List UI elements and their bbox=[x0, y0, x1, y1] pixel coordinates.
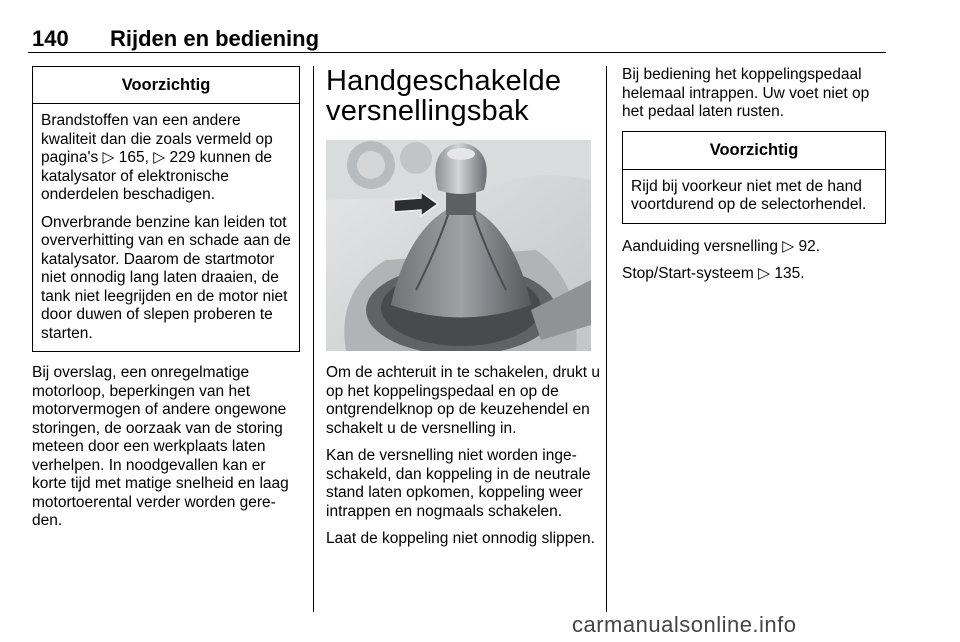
caution-box-fuel bbox=[32, 66, 300, 352]
chapter-title: Rijden en bediening bbox=[110, 26, 320, 51]
column-1 bbox=[32, 66, 300, 531]
caution-paragraph: Onverbrande benzine kan leiden tot oververhitting van en schade aan de katalysator. Daarom de startmotor niet onnodig lang laten draaien, de tank niet leegrijden en de motor niet door duwen of slepen proberen te starten. bbox=[41, 213, 291, 342]
body-paragraph: Bij overslag, een onregelmatige motorloop, beperkingen van het motorvermogen of andere ongewone storingen, de oorzaak van de storing meteen door een werkplaats laten verhelpen. In noodgevallen kan er korte tijd met matige snelheid en laag motortoerental verder worden gereden. bbox=[32, 364, 289, 529]
gear-lever-illustration bbox=[326, 140, 591, 351]
reference-line: Stop/Start-systeem ▷ 135. bbox=[622, 265, 805, 282]
caution-title: Voorzichtig bbox=[33, 67, 299, 104]
header-rule bbox=[28, 52, 886, 53]
section-heading: Handgeschakelde versnellingsbak bbox=[326, 65, 562, 127]
page-number: 140 bbox=[32, 26, 69, 51]
body-paragraph: Laat de koppeling niet onnodig slippen. bbox=[326, 530, 595, 547]
watermark: carmanualsonline.info bbox=[572, 612, 797, 637]
gear-shift-photo bbox=[326, 140, 591, 351]
caution-box-selector bbox=[622, 131, 886, 224]
caution-paragraph: Brandstoffen van een andere kwaliteit dan die zoals vermeld op pagina's ▷ 165, ▷ 229 kunnen de katalysator of elektronische onderdelen beschadigen. bbox=[41, 112, 273, 203]
column-divider-1 bbox=[313, 66, 314, 612]
column-divider-2 bbox=[606, 66, 607, 612]
page-header bbox=[28, 26, 886, 52]
caution-body bbox=[33, 104, 299, 351]
caution-title: Voorzichtig bbox=[623, 132, 885, 170]
body-paragraph: Kan de versnelling niet worden ingeschakeld, dan koppeling in de neutrale stand laten opkomen, koppeling weer intrappen en nogmaals schakelen. bbox=[326, 447, 591, 520]
column-3 bbox=[622, 66, 886, 284]
column-2-text bbox=[326, 364, 600, 549]
body-paragraph: Om de achteruit in te schakelen, drukt u op het koppelingspedaal en op de ontgrendelknop op de keuzehendel en schakelt u de versnelling in. bbox=[326, 364, 600, 437]
caution-body bbox=[623, 170, 885, 223]
intro-paragraph: Bij bediening het koppelingspedaal helemaal intrappen. Uw voet niet op het pedaal laten rusten. bbox=[622, 66, 870, 120]
column-2 bbox=[326, 66, 594, 126]
reference-line: Aanduiding versnelling ▷ 92. bbox=[622, 237, 821, 255]
caution-paragraph: Rijd bij voorkeur niet met de hand voortdurend op de selectorhendel. bbox=[631, 177, 867, 213]
